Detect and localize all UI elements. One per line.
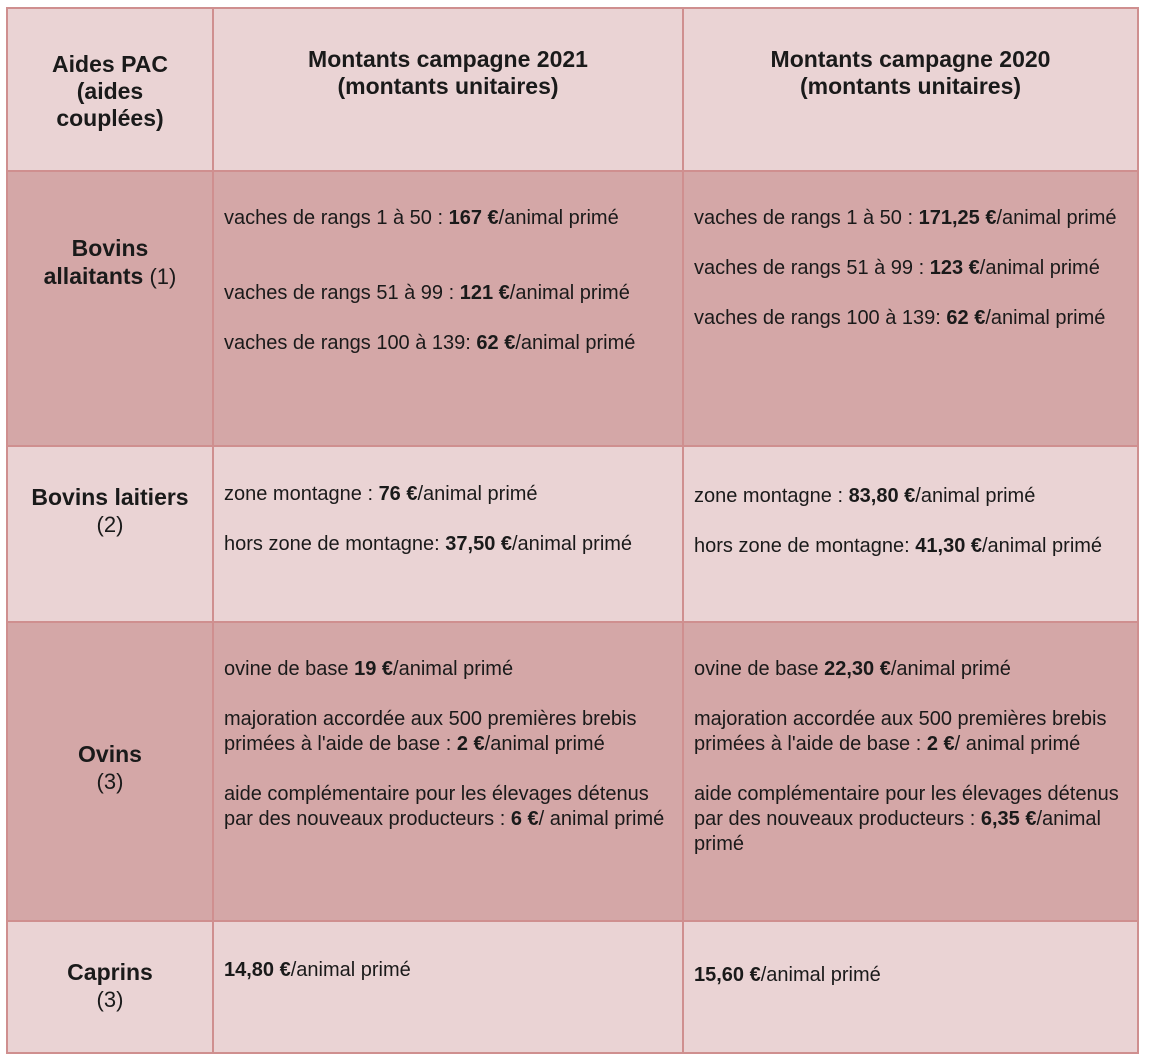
amount-line: vaches de rangs 100 à 139: 62 €/animal primé: [224, 332, 636, 354]
cell-bovins-laitiers-2020: [683, 446, 1138, 622]
row-note: (3): [96, 987, 124, 1012]
aides-pac-table: [6, 7, 1139, 1054]
amount-line: majoration accordée aux 500 premières brebis primées à l'aide de base : 2 €/animal primé: [224, 708, 637, 755]
row-title-line2: allaitants: [43, 263, 144, 289]
header-aides-line1: Aides PAC: [52, 51, 168, 77]
table-row: [7, 622, 1138, 921]
row-note: (2): [96, 512, 124, 537]
row-head-caprins: [7, 921, 213, 1053]
cell-ovins-2020: [683, 622, 1138, 921]
row-title: Caprins: [67, 959, 153, 985]
cell-bovins-allaitants-2020: [683, 171, 1138, 446]
amount-line: hors zone de montagne: 41,30 €/animal primé: [694, 535, 1103, 557]
row-title: Bovins laitiers: [31, 484, 189, 510]
header-cell-2021: [213, 8, 683, 171]
header-2020-line1: Montants campagne 2020: [770, 46, 1051, 72]
row-title-line1: Bovins: [71, 235, 149, 261]
cell-ovins-2021: [213, 622, 683, 921]
row-head-bovins-laitiers: [7, 446, 213, 622]
cell-bovins-allaitants-2021: [213, 171, 683, 446]
amount-line: vaches de rangs 1 à 50 : 167 €/animal primé: [224, 207, 619, 229]
header-cell-aides: [7, 8, 213, 171]
cell-bovins-laitiers-2021: [213, 446, 683, 622]
table-row: [7, 446, 1138, 622]
row-head-ovins: [7, 622, 213, 921]
table-row: [7, 171, 1138, 446]
amount-line: 14,80 €/animal primé: [224, 959, 411, 981]
cell-caprins-2020: [683, 921, 1138, 1053]
header-aides-line2: (aides: [76, 78, 144, 104]
header-2021-line2: (montants unitaires): [337, 73, 559, 99]
amount-line: vaches de rangs 100 à 139: 62 €/animal primé: [694, 307, 1106, 329]
row-head-bovins-allaitants: [7, 171, 213, 446]
table-row: [7, 921, 1138, 1053]
amount-line: vaches de rangs 1 à 50 : 171,25 €/animal primé: [694, 207, 1117, 229]
amount-line: aide complémentaire pour les élevages détenus par des nouveaux producteurs : 6,35 €/animal primé: [694, 783, 1119, 855]
amount-line: vaches de rangs 51 à 99 : 123 €/animal primé: [694, 257, 1100, 279]
header-aides-line3: couplées): [56, 105, 164, 131]
header-2020-line2: (montants unitaires): [799, 73, 1022, 99]
header-2021-line1: Montants campagne 2021: [308, 46, 588, 72]
amount-line: ovine de base 19 €/animal primé: [224, 658, 514, 680]
header-row: [7, 8, 1138, 171]
row-note: (1): [149, 264, 177, 289]
amount-line: aide complémentaire pour les élevages détenus par des nouveaux producteurs : 6 €/ animal primé: [224, 783, 665, 830]
cell-caprins-2021: [213, 921, 683, 1053]
amount-line: hors zone de montagne: 37,50 €/animal primé: [224, 533, 633, 555]
amount-line: zone montagne : 76 €/animal primé: [224, 483, 538, 505]
amount-line: zone montagne : 83,80 €/animal primé: [694, 485, 1036, 507]
header-cell-2020: [683, 8, 1138, 171]
row-title: Ovins: [78, 741, 142, 767]
amount-line: 15,60 €/animal primé: [694, 964, 881, 986]
amount-line: ovine de base 22,30 €/animal primé: [694, 658, 1011, 680]
amount-line: vaches de rangs 51 à 99 : 121 €/animal primé: [224, 282, 630, 304]
amount-line: majoration accordée aux 500 premières brebis primées à l'aide de base : 2 €/ animal primé: [694, 708, 1107, 755]
row-note: (3): [96, 769, 124, 794]
